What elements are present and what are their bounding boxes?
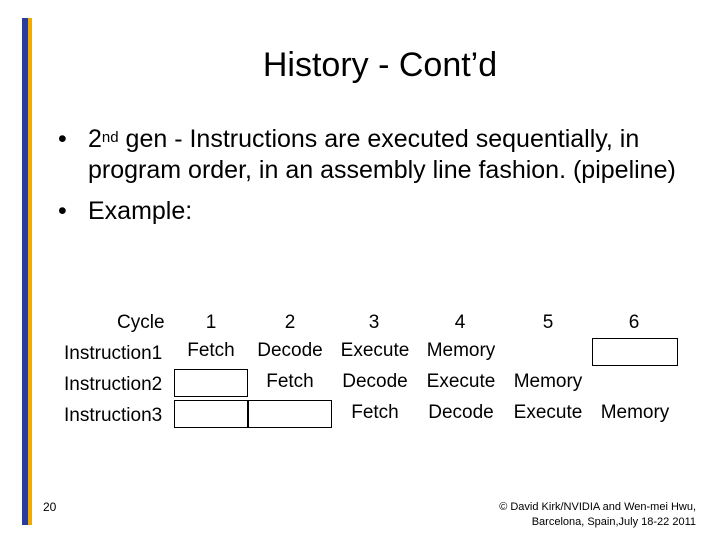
stage-cell: Memory xyxy=(513,371,583,392)
stage-cell: Execute xyxy=(426,371,496,392)
cycle-number: 3 xyxy=(368,312,380,333)
stage-cell xyxy=(174,400,248,428)
cycle-number: 5 xyxy=(542,312,554,333)
stage-cell: Decode xyxy=(428,402,494,423)
bullet-superscript: nd xyxy=(101,129,119,146)
bullet-item xyxy=(58,124,698,186)
slide-number: 20 xyxy=(43,500,57,514)
stage-cell: Decode xyxy=(342,371,408,392)
bullet-item xyxy=(58,196,698,227)
bullet-text: Example: xyxy=(88,197,193,225)
footer-line: Barcelona, Spain,July 18-22 2011 xyxy=(531,516,696,528)
footer-line: © David Kirk/NVIDIA and Wen-mei Hwu, xyxy=(499,501,696,513)
left-accent-bar-orange xyxy=(28,18,32,525)
stage-cell: Fetch xyxy=(351,402,399,423)
instruction-label: Instruction3 xyxy=(64,405,163,426)
stage-cell: Fetch xyxy=(187,340,235,361)
bullet-list xyxy=(58,124,698,227)
footer-credit xyxy=(499,500,696,530)
stage-cell: Memory xyxy=(426,340,496,361)
stage-cell xyxy=(504,338,592,366)
stage-cell xyxy=(592,369,678,397)
stage-cell: Decode xyxy=(257,340,323,361)
stage-cell: Fetch xyxy=(266,371,314,392)
stage-cell: Execute xyxy=(513,402,583,423)
stage-cell: Memory xyxy=(600,402,670,423)
bullet-text: gen - Instructions are executed sequentially, in program order, in an assembly line fashion. (pipeline) xyxy=(88,125,676,184)
stage-cell: Execute xyxy=(340,340,410,361)
stage-cell xyxy=(248,400,332,428)
bullet-dot-icon: • xyxy=(58,125,67,153)
bullet-dot-icon: • xyxy=(58,197,67,225)
cycle-number: 2 xyxy=(284,312,296,333)
cycle-label: Cycle xyxy=(117,312,165,333)
cycle-number: 1 xyxy=(205,312,217,333)
instruction-label: Instruction2 xyxy=(64,374,163,395)
stage-cell xyxy=(174,369,248,397)
cycle-number: 6 xyxy=(628,312,640,333)
slide-title: History - Cont’d xyxy=(262,46,498,84)
stage-cell xyxy=(592,338,678,366)
cycle-number: 4 xyxy=(454,312,466,333)
instruction-label: Instruction1 xyxy=(64,343,163,364)
bullet-text-prefix: 2 xyxy=(88,125,102,153)
